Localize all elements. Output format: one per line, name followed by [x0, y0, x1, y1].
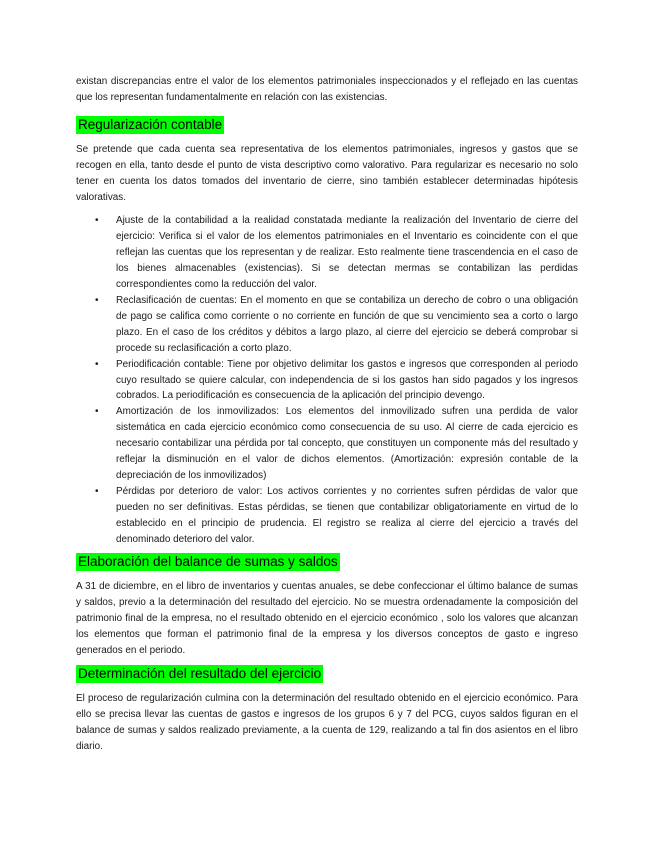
- heading-resultado-ejercicio: Determinación del resultado del ejercicio: [78, 666, 322, 681]
- section-heading-wrapper: [76, 665, 578, 683]
- regularizacion-list: [76, 213, 578, 547]
- section-heading-wrapper: [76, 116, 578, 134]
- bullet-icon: •: [95, 406, 99, 418]
- section-heading-wrapper: [76, 553, 578, 571]
- list-item: [76, 404, 578, 484]
- list-item-text: Reclasificación de cuentas: En el momento en que se contabiliza un derecho de cobro o una obligación de pago se califica como corriente o no corriente en función de que su vencimiento sea a corto o largo plazo. En el caso de los créditos y débitos a largo plazo, al cierre del ejercicio se deberá comprobar si procede su reclasificación a corto plazo.: [116, 294, 578, 354]
- list-item-text: Periodificación contable: Tiene por objetivo delimitar los gastos e ingresos que corresponden al periodo cuyo resultado se quiere calcular, con independencia de si los gastos han sido pagados y los ingresos cobrados. La periodificación es consecuencia de la aplicación del principio devengo.: [116, 358, 578, 402]
- list-item-text: Pérdidas por deterioro de valor: Los activos corrientes y no corrientes sufren pérdidas de valor que pueden no ser definitivas. Estas pérdidas, se tienen que contabilizar obligatoriamente en virtud de lo establecido en el principio de prudencia. El registro se realiza al cierre del ejercicio a través del denominado deterioro del valor.: [116, 485, 578, 545]
- regularizacion-paragraph: Se pretende que cada cuenta sea representativa de los elementos patrimoniales, ingresos y gastos que se recogen en ella, tanto desde el punto de vista descriptivo como valorativo. Para regularizar es necesario no solo tener en cuenta los datos tomados del inventario de cierre, sino también establecer determinadas hipótesis valorativas.: [76, 143, 578, 203]
- list-item: [76, 213, 578, 293]
- list-item-text: Ajuste de la contabilidad a la realidad constatada mediante la realización del Inventario de cierre del ejercicio: Verifica si el valor de los elementos patrimoniales en el Inventario es coincidente con el que reflejan las cuentas que los representan y de realizar. Esto realmente tiene trascendencia en el caso de los bienes almacenables (existencias). Si se detectan mermas se contabilizan las perdidas correspondientes como la reducción del valor.: [116, 215, 578, 291]
- intro-paragraph: existan discrepancias entre el valor de los elementos patrimoniales inspeccionados y el reflejado en las cuentas que los representan fundamentalmente en relación con las existencias.: [76, 76, 578, 103]
- bullet-icon: •: [95, 358, 99, 370]
- bullet-icon: •: [95, 294, 99, 306]
- document-body: [76, 74, 578, 755]
- bullet-icon: •: [95, 215, 99, 227]
- resultado-paragraph: El proceso de regularización culmina con la determinación del resultado obtenido en el ejercicio económico. Para ello se precisa llevar las cuentas de gastos e ingresos de los grupos 6 y 7 del PCG, cuyos saldos figuran en el balance de sumas y saldos realizado previamente, a la cuenta de 129, realizando a tal fin dos asientos en el libro diario.: [76, 693, 578, 752]
- list-item: [76, 293, 578, 357]
- balance-paragraph: A 31 de diciembre, en el libro de inventarios y cuentas anuales, se debe confeccionar el último balance de sumas y saldos, previo a la determinación del resultado del ejercicio. No se muestra ordenadamente la composición del patrimonio final de la empresa, no el resultado obtenido en el ejercicio económico , solo los valores que alcanzan los elementos que forman el patrimonio final de la empresa y los diversos conceptos de gasto e ingreso generados en el periodo.: [76, 581, 578, 657]
- heading-regularizacion-contable: Regularización contable: [78, 116, 223, 132]
- bullet-icon: •: [95, 485, 99, 497]
- list-item-text: Amortización de los inmovilizados: Los elementos del inmovilizado sufren una perdida de valor sistemática en cada ejercicio económico como consecuencia de su uso. Al cierre de cada ejercicio es necesario contabilizar una pérdida por tal concepto, que constituyen un componente más del resultado y reflejar la disminución en el valor de dichos elementos. (Amortización: expresión contable de la depreciación de los inmovilizados): [116, 406, 578, 481]
- heading-balance-sumas-saldos: Elaboración del balance de sumas y saldos: [78, 554, 338, 570]
- list-item: [76, 484, 578, 548]
- list-item: [76, 357, 578, 405]
